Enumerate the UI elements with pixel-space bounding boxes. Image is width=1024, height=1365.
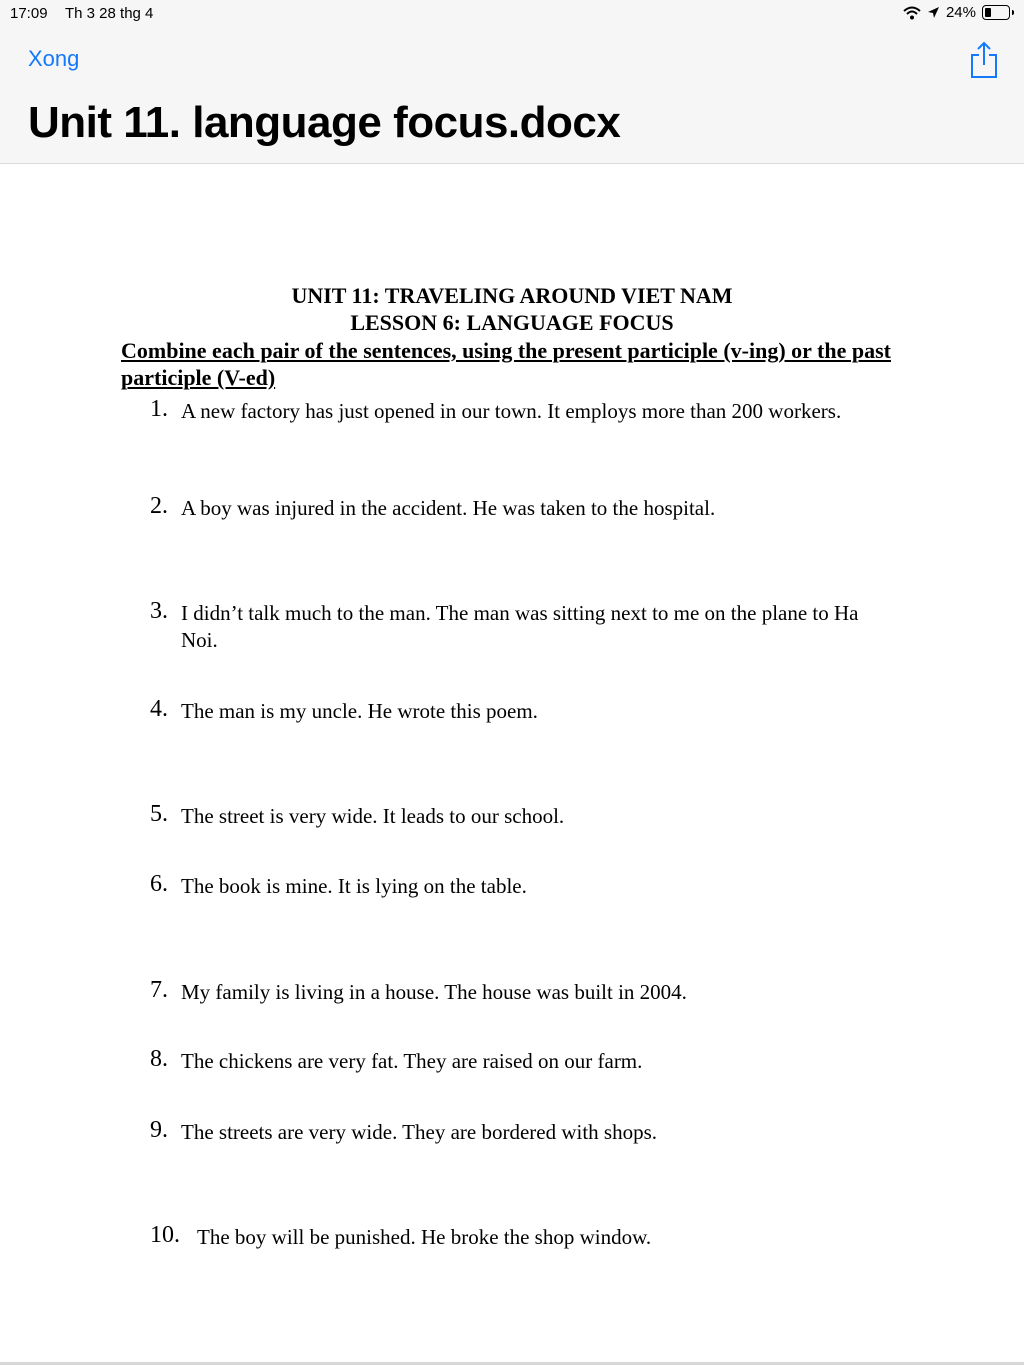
battery-percent: 24%	[945, 4, 976, 21]
item-number: 1.	[150, 396, 168, 422]
item-text: I didn’t talk much to the man. The man was sitting next to me on the plane to Ha Noi.	[181, 601, 859, 652]
item-number: 5.	[150, 801, 168, 827]
status-time: 17:09	[10, 5, 48, 22]
item-text: The book is mine. It is lying on the table.	[181, 874, 527, 898]
instruction-text: Combine each pair of the sentences, using the present participle (v-ing) or the past participle (V-ed)	[121, 338, 891, 390]
navigation-bar	[0, 0, 1024, 164]
item-number: 4.	[150, 696, 168, 722]
item-text: My family is living in a house. The house was built in 2004.	[181, 980, 687, 1004]
item-number: 6.	[150, 871, 168, 897]
item-text: A boy was injured in the accident. He was taken to the hospital.	[181, 496, 716, 520]
document-page[interactable]	[0, 164, 1024, 1362]
item-text: The streets are very wide. They are bordered with shops.	[181, 1120, 658, 1144]
wifi-icon	[903, 6, 921, 20]
status-date: Th 3 28 thg 4	[65, 5, 154, 22]
item-number: 10.	[150, 1222, 180, 1248]
item-text: The street is very wide. It leads to our school.	[181, 804, 565, 828]
item-number: 7.	[150, 977, 168, 1003]
item-text: The chickens are very fat. They are raised on our farm.	[181, 1049, 643, 1073]
item-number: 8.	[150, 1046, 168, 1072]
item-number: 3.	[150, 598, 168, 624]
item-text: A new factory has just opened in our town. It employs more than 200 workers.	[181, 399, 842, 423]
unit-heading: UNIT 11: TRAVELING AROUND VIET NAM	[291, 283, 733, 308]
item-number: 2.	[150, 493, 168, 519]
location-arrow-icon	[927, 6, 940, 19]
status-bar	[0, 0, 1024, 28]
done-button[interactable]: Xong	[28, 46, 80, 71]
battery-icon	[982, 5, 1010, 20]
document-title: Unit 11. language focus.docx	[28, 98, 621, 147]
item-text: The boy will be punished. He broke the shop window.	[197, 1225, 652, 1249]
item-number: 9.	[150, 1117, 168, 1143]
share-icon[interactable]	[968, 40, 1000, 80]
status-indicators	[903, 4, 1010, 21]
item-text: The man is my uncle. He wrote this poem.	[181, 699, 538, 723]
lesson-heading: LESSON 6: LANGUAGE FOCUS	[350, 310, 674, 335]
